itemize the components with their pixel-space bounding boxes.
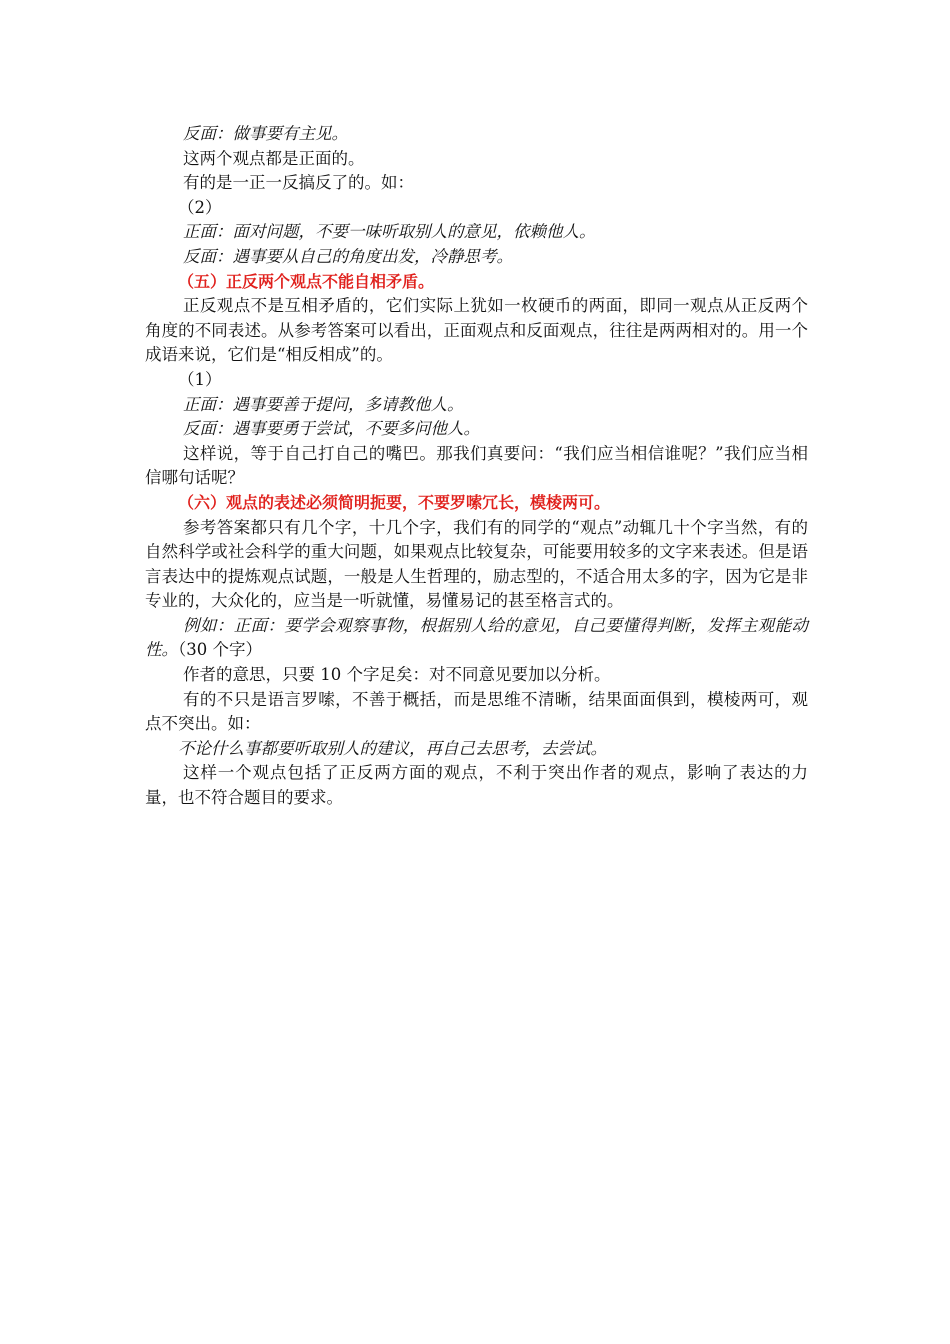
body-paragraph: 作者的意思，只要 10 个字足矣：对不同意见要加以分析。 <box>183 665 611 685</box>
opinion-line: 正面：遇事要善于提问，多请教他人。 <box>183 394 464 414</box>
section-heading: （六）观点的表述必须简明扼要，不要罗嗦冗长，模棱两可。 <box>178 492 611 512</box>
example-paragraph <box>145 614 808 663</box>
body-paragraph: 这样说，等于自己打自己的嘴巴。那我们真要问：“我们应当相信谁呢？”我们应当相信哪句话呢？ <box>145 443 808 488</box>
body-paragraph: 这样一个观点包括了正反两方面的观点，不利于突出作者的观点，影响了表达的力量，也不符合题目的要求。 <box>145 763 808 808</box>
body-paragraph: 有的不只是语言罗嗦，不善于概括，而是思维不清晰，结果面面俱到，模棱两可，观点不突出。如： <box>145 689 808 734</box>
opinion-line: 正面：面对问题，不要一味听取别人的意见，依赖他人。 <box>183 222 596 242</box>
word-count: （30 个字） <box>178 640 262 660</box>
body-paragraph: 正反观点不是互相矛盾的，它们实际上犹如一枚硬币的两面，即同一观点从正反两个角度的不同表述。从参考答案可以看出，正面观点和反面观点，往往是两两相对的。用一个成语来说，它们是“相反相成”的。 <box>145 296 808 365</box>
document-page <box>145 122 808 811</box>
example-number: （2） <box>178 197 222 217</box>
body-paragraph: 有的是一正一反搞反了的。如： <box>183 173 414 193</box>
opinion-line: 反面：做事要有主见。 <box>183 124 348 143</box>
opinion-line: 反面：遇事要勇于尝试，不要多问他人。 <box>183 419 480 439</box>
section-heading: （五）正反两个观点不能自相矛盾。 <box>178 271 435 291</box>
example-number: （1） <box>178 369 222 389</box>
body-paragraph: 参考答案都只有几个字，十几个字，我们有的同学的“观点”动辄几十个字当然，有的自然科学或社会科学的重大问题，如果观点比较复杂，可能要用较多的文字来表述。但是语言表达中的提炼观点试题，一般是人生哲理的，励志型的，不适合用太多的字，因为它是非专业的，大众化的，应当是一听就懂，易懂易记的甚至格言式的。 <box>145 517 808 611</box>
body-paragraph: 这两个观点都是正面的。 <box>183 148 365 168</box>
opinion-line: 反面：遇事要从自己的角度出发，冷静思考。 <box>183 246 513 266</box>
opinion-line: 不论什么事都要听取别人的建议，再自己去思考，去尝试。 <box>178 738 607 758</box>
example-text: 例如：正面：要学会观察事物，根据别人给的意见，自己要懂得判断，发挥主观能动性。 <box>145 615 808 660</box>
